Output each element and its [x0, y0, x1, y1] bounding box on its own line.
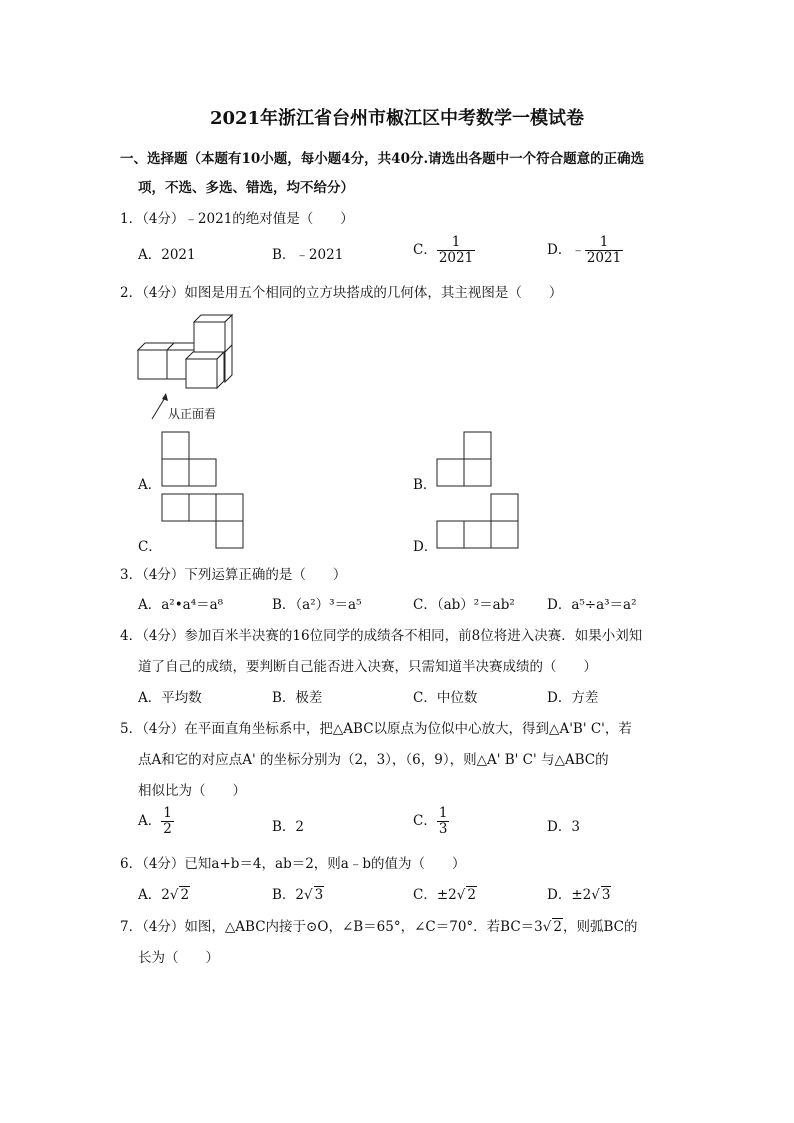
q4-stem-line1: 4．（4分）参加百米半决赛的16位同学的成绩各不相同，前8位将进入决赛．如果小刘知: [120, 628, 643, 644]
q6-option-c-label: C．±2: [413, 887, 457, 903]
q4-option-b: B．极差: [272, 690, 323, 706]
q5-stem-line3: 相似比为（ ）: [138, 783, 246, 799]
q3-stem: 3．（4分）下列运算正确的是（ ）: [120, 567, 347, 583]
q2-option-d-figure: [435, 492, 521, 550]
q1-option-a: A．2021: [138, 247, 196, 263]
q1-option-d-denominator: 2021: [586, 249, 622, 266]
q1-option-c: [413, 235, 475, 266]
q1-option-c-label: C．: [413, 241, 437, 258]
q2-view-note: 从正面看: [168, 407, 217, 421]
q6-option-d-radical-icon: √: [591, 887, 600, 903]
q3-option-b: B．（a²）³＝a⁵: [272, 597, 362, 613]
q2-option-b: B．: [413, 477, 437, 493]
q1-option-c-fraction: [437, 235, 475, 266]
q6-option-c-radical-icon: √: [456, 887, 466, 903]
q6-option-a-radical-icon: √: [169, 887, 179, 903]
page-title: 2021年浙江省台州市椒江区中考数学一模试卷: [209, 108, 585, 129]
q5-option-a: [138, 806, 174, 837]
q6-option-d-radicand: 3: [601, 887, 611, 903]
section-heading-line1: 一、选择题（本题有10小题，每小题4分，共40分.请选出各题中一个符合题意的正确选: [120, 151, 645, 167]
q5-stem-line1: 5．（4分）在平面直角坐标系中，把△ABC以原点为位似中心放大，得到△A'B' C'，若: [120, 721, 632, 737]
q6-option-b: [272, 883, 324, 903]
q6-option-c-radicand: 2: [467, 887, 476, 903]
q6-option-b-radicand: 3: [314, 887, 324, 903]
q4-option-a: A．平均数: [138, 690, 202, 706]
q2-option-b-figure: [435, 430, 495, 488]
q4-stem-line2: 道了自己的成绩，要判断自己能否进入决赛，只需知道半决赛成绩的（ ）: [138, 659, 597, 675]
q2-option-a-figure: [160, 430, 220, 488]
q6-option-d-label: D．±2: [547, 887, 592, 903]
q7-radicand: 2: [553, 919, 562, 935]
q6-option-c: [413, 883, 477, 903]
q2-option-c: C．: [138, 539, 162, 555]
q2-option-d: D．: [413, 539, 438, 555]
q2-option-a: A．: [138, 477, 162, 493]
q5-option-a-label: A．: [138, 812, 162, 829]
q6-option-d: [547, 883, 611, 903]
section-heading-line2: 项，不选、多选、错选，均不给分）: [138, 180, 354, 196]
q5-option-c-denominator: 3: [438, 820, 448, 837]
q5-option-c: [413, 806, 449, 837]
q6-stem: 6．（4分）已知a+b＝4，ab＝2，则a﹣b的值为（ ）: [120, 856, 466, 872]
q1-option-d: [547, 235, 623, 266]
q3-option-c: C．（ab）²＝ab²: [413, 597, 515, 613]
q2-option-c-figure: [160, 492, 246, 550]
q5-stem-line2: 点A和它的对应点A' 的坐标分别为（2，3），（6，9），则△A' B' C' 与△ABC的: [138, 752, 609, 768]
q5-option-a-numerator: 1: [163, 805, 172, 821]
q1-option-c-denominator: 2021: [438, 249, 474, 266]
q7-stem-pre: 7．（4分）如图，△ABC内接于⊙O，∠B＝65°，∠C＝70°．若BC＝3: [120, 919, 543, 935]
q5-option-d: D．3: [547, 819, 580, 835]
q5-option-c-numerator: 1: [438, 805, 448, 821]
q1-option-d-label: D．﹣: [547, 241, 585, 258]
q5-option-c-fraction: [437, 806, 450, 837]
q7-stem-post: ，则弧BC的: [562, 919, 638, 935]
q1-option-b: B．﹣2021: [272, 247, 344, 263]
q5-option-b: B．2: [272, 819, 305, 835]
q7-radical-icon: √: [542, 919, 552, 935]
q5-option-c-label: C．: [413, 812, 437, 829]
q2-stem: 2．（4分）如图是用五个相同的立方块搭成的几何体，其主视图是（ ）: [120, 285, 563, 301]
q5-option-a-fraction: [161, 806, 174, 837]
q7-stem-line1: [120, 915, 637, 935]
q6-option-b-label: B．2: [272, 887, 305, 903]
q1-option-d-fraction: [585, 235, 623, 266]
q1-option-d-numerator: 1: [585, 235, 623, 251]
q4-option-c: C．中位数: [413, 690, 478, 706]
q7-stem-line2: 长为（ ）: [138, 950, 219, 966]
q1-stem: 1．（4分）﹣2021的绝对值是（ ）: [120, 211, 354, 227]
q6-option-a-label: A．2: [138, 887, 170, 903]
q6-option-b-radical-icon: √: [304, 887, 313, 903]
q6-option-a-radicand: 2: [180, 887, 190, 903]
q5-option-a-denominator: 2: [163, 820, 172, 837]
q3-option-a: A．a²•a⁴＝a⁸: [138, 597, 224, 613]
q3-option-d: D．a⁵÷a³＝a²: [547, 597, 637, 613]
q4-option-d: D．方差: [547, 690, 599, 706]
q6-option-a: [138, 883, 190, 903]
q1-option-c-numerator: 1: [437, 235, 475, 251]
